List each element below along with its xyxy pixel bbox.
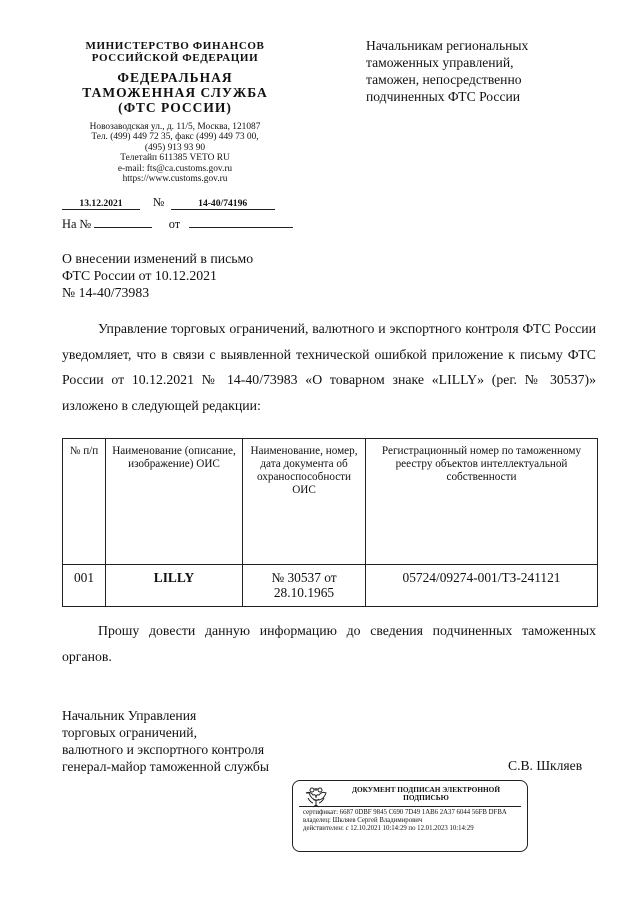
ministry-line: РОССИЙСКОЙ ФЕДЕРАЦИИ (91, 52, 259, 64)
from-label: от (168, 217, 181, 231)
stamp-owner: владелец: Шкляев Сергей Владимирович (303, 817, 423, 825)
subject-line: О внесении изменений в письмо (62, 251, 254, 266)
contact-details (70, 122, 280, 184)
table-cell: № 30537 от 28.10.1965 (243, 565, 366, 607)
body-paragraph: Прошу довести данную информацию до сведения подчиненных таможенных органов. (62, 623, 596, 664)
signature-block (62, 707, 322, 775)
registration-date: 13.12.2021 (62, 198, 140, 210)
phone-line: Тел. (499) 449 72 35, факс (499) 449 73 00, (91, 132, 259, 143)
address-line: Новозаводская ул., д. 11/5, Москва, 121087 (89, 122, 261, 132)
addressee-line: подчиненных ФТС России (366, 89, 521, 104)
addressee-line: таможен, непосредственно (366, 72, 522, 87)
stamp-certificate: сертификат: 6687 0DBF 9845 C690 7D49 1AB6 2A37 6044 56FB DFBA (303, 809, 507, 816)
subject-line: № 14-40/73983 (62, 285, 150, 300)
stamp-divider (299, 806, 521, 807)
website-line: https://www.customs.gov.ru (122, 174, 228, 185)
double-headed-eagle-emblem-icon (303, 785, 329, 811)
stamp-title: ДОКУМЕНТ ПОДПИСАН ЭЛЕКТРОННОЙ ПОДПИСЬЮ (351, 785, 501, 803)
phone-line: (495) 913 93 90 (144, 142, 206, 153)
header-cell: Наименование, номер, дата документа об охраноспособности ОИС (243, 439, 366, 565)
subject (62, 250, 302, 301)
table-cell: 001 (63, 565, 106, 607)
table-cell: LILLY (106, 565, 243, 607)
subject-line: ФТС России от 10.12.2021 (62, 268, 217, 283)
signature-line: генерал-майор таможенной службы (62, 759, 269, 774)
registration-line (62, 195, 275, 210)
signature-line: Начальник Управления (62, 708, 197, 723)
signature-line: валютного и экспортного контроля (62, 742, 265, 757)
stamp-validity: действителен: с 12.10.2021 10:14:29 по 12.01.2023 10:14:29 (303, 825, 474, 833)
signature-line: торговых ограничений, (62, 725, 197, 740)
header-cell: Регистрационный номер по таможенному реестру объектов интеллектуальной собственности (366, 439, 598, 565)
service-line: ФЕДЕРАЛЬНАЯ (117, 70, 233, 85)
reply-number-blank (94, 227, 152, 228)
service-line: (ФТС РОССИИ) (118, 100, 232, 115)
stamp-details (303, 809, 519, 834)
service-name (70, 70, 280, 115)
service-line: ТАМОЖЕННАЯ СЛУЖБА (82, 85, 268, 100)
e-signature-stamp (292, 780, 528, 852)
header-cell: Наименование (описание, изображение) ОИС (106, 439, 243, 565)
addressee-line: таможенных управлений, (366, 55, 514, 70)
reply-label: На № (62, 217, 92, 231)
registration-number: 14-40/74196 (171, 198, 275, 210)
ois-table (62, 438, 598, 607)
addressee-line: Начальникам региональных (366, 38, 529, 53)
table-cell: 05724/09274-001/ТЗ-241121 (366, 565, 598, 607)
signer-name: С.В. Шкляев (508, 758, 583, 773)
ministry-name (70, 40, 280, 64)
number-label: № (152, 195, 165, 209)
table-row (63, 565, 598, 607)
reply-date-blank (189, 227, 293, 228)
reply-line (62, 217, 293, 232)
email-line: e-mail: fts@ca.customs.gov.ru (117, 163, 233, 174)
letterhead (70, 40, 280, 184)
table-header-row (63, 439, 598, 565)
header-cell: № п/п (63, 439, 106, 565)
ministry-line: МИНИСТЕРСТВО ФИНАНСОВ (85, 40, 265, 52)
addressee (366, 37, 596, 105)
body-paragraph: Управление торговых ограничений, валютного и экспортного контроля ФТС России уведомляет, что в связи с выявленной технической ошибкой приложение к письму ФТС России от 10.12.2021 № 14-40/73983 «О товарном знаке «LILLY» (рег. № 30537)» изложено в следующей редакции: (62, 321, 596, 413)
teletype-line: Телетайп 611385 VETO RU (120, 153, 230, 164)
